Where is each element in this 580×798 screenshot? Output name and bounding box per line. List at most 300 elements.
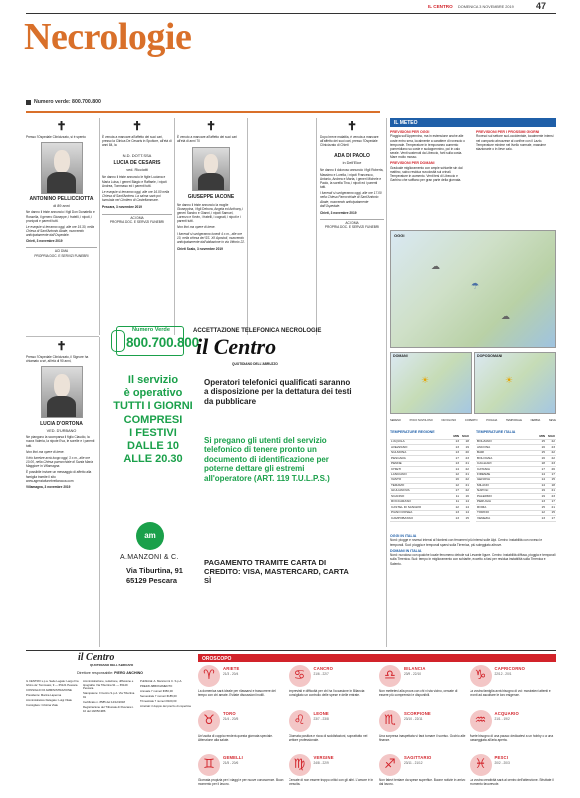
max-header: MAX (546, 434, 556, 439)
header-date: DOMENICA 3 NOVEMBRE 2019 (458, 4, 514, 9)
max-temp: 14 (460, 505, 470, 510)
min-temp: 11 (450, 499, 460, 504)
forecast-heading: PREVISIONI PER OGGI (390, 130, 430, 134)
min-temp: 13 (536, 516, 546, 521)
sign-name: LEONE (313, 710, 329, 716)
city-name: TORINO (476, 510, 536, 515)
zodiac-icon: ♊ (198, 754, 220, 776)
min-temp: 13 (450, 516, 460, 521)
forecast-heading: DOMANI IN ITALIA (390, 548, 422, 553)
min-header: MIN (536, 434, 546, 439)
colophon-line: Arretrati: il doppio del prezzo di copertina (140, 704, 191, 709)
sign-dates: 23/11 - 21/12 (404, 761, 423, 766)
max-temp: 14 (460, 499, 470, 504)
max-temp: 15 (460, 516, 470, 521)
director-name: PIERO ANCHINO (114, 671, 143, 675)
city-name: PIANO ROSEA (390, 510, 450, 515)
max-temp: 22 (546, 456, 556, 461)
sign-name: SAGITTARIO (404, 755, 432, 761)
city-name: SCANNO (390, 494, 450, 499)
sign-name: BILANCIA (404, 666, 426, 671)
min-temp: 14 (536, 483, 546, 488)
max-header: MAX (460, 434, 470, 439)
min-temp: 14 (450, 467, 460, 472)
min-temp: 12 (450, 505, 460, 510)
sign-forecast: La vostra creatività sarà al centro dell'attenzione. Sfruttate il momento favorevole. (469, 778, 554, 787)
title-rule (26, 111, 380, 113)
min-temp: 12 (536, 510, 546, 515)
min-header: MIN (450, 434, 460, 439)
city-name: PALERMO (476, 494, 536, 499)
sign-dates: 24/8 - 22/9 (313, 761, 329, 766)
notice-announcement: Ne danno il triste annuncio i figli Don Donatello e Rossella, il genero Giuseppe, i fratelli, i nipoti, i pronipoti e parenti tutti. (26, 210, 95, 223)
deceased-photo (41, 366, 83, 418)
green-number-text: Numero verde: 800.700.800 (34, 99, 101, 105)
column-divider (316, 118, 317, 335)
zodiac-icon: ♈ (198, 665, 220, 687)
horoscope-sign (379, 664, 466, 707)
min-temp: 16 (536, 456, 546, 461)
temperature-table-region (390, 430, 470, 522)
deceased-name: LUCIA D'ORTONA (40, 421, 83, 428)
green-number-label: Numero Verde (132, 327, 170, 333)
table-title: TEMPERATURE ITALIA (476, 430, 516, 434)
forecast-body: Pioggia sull'Appennino, ma in estensione anche alle coste entro sera, localmente a carattere di rovescio o temporale. Temperature in temporaneo aumento pomeridiano su coste e sudappennino, poi in calo serale. Venti sostenuti da Libeccio, forti sulla costa. Mare molto mosso. (390, 134, 465, 160)
horoscope-sign (289, 709, 376, 752)
city-name: L'AQUILA (390, 439, 450, 444)
city-name: CHIETI (390, 467, 450, 472)
legend-item: NEVE (548, 419, 556, 423)
page-header (0, 0, 580, 14)
legend-item: TEMPORALE (505, 419, 522, 423)
legend-item: NEBBIA (530, 419, 541, 423)
min-temp: 14 (536, 472, 546, 477)
colophon-line: Presidente: Marina Lapenna (26, 692, 62, 697)
max-temp: 21 (460, 461, 470, 466)
max-temp: 15 (546, 478, 556, 483)
colophon-line: IL CENTRO s.p.a. Sede Legale: Largo Fra Ghino de' Tommassi, 9 — 65121 Pescara (26, 679, 79, 687)
city-name: PESCARA (390, 456, 450, 461)
map-label: DOMANI (393, 354, 408, 358)
zodiac-icon: ♋ (289, 665, 311, 687)
min-temp: 18 (536, 461, 546, 466)
cross-icon: ✝ (205, 119, 217, 133)
city-name: NAPOLI (476, 489, 536, 494)
max-temp: 20 (460, 450, 470, 455)
cross-icon: ✝ (56, 339, 67, 353)
director-line (26, 671, 194, 675)
service-line: COMPRESI (123, 413, 183, 426)
weather-legend (390, 416, 556, 426)
notice-announcement: Ne danno il triste annuncio la moglie Giuseppina, i figli Debora, Angela ed Anthony, i generi Sandro e Gianni, i nipoti Samuel, Lorenzo e Kevin, i fratelli, i cognati, i nipoti e i parenti tutti. (177, 202, 244, 224)
horoscope-sign (379, 753, 466, 796)
sign-dates: 23/9 - 22/10 (404, 672, 422, 676)
notice-intro: Dopo breve malattia, è venuta a mancare all'affetto dei suoi cari, presso l'Ospedale Clinicizzato di Chieti (320, 135, 379, 148)
notice-place-date: Villamagna, 3 novembre 2019 (26, 484, 71, 489)
row-divider (26, 336, 99, 337)
city-name: ROCCARASO (390, 499, 450, 504)
city-name: PERUGIA (476, 499, 536, 504)
table-row (390, 516, 470, 521)
forecast-text-today (390, 130, 470, 183)
notice-announcement: Ne danno il triste annuncio le figlie Luciana e Maria Luisa, i generi Biagio e Raffaele, i nipoti Andrea, Tommaso ed i parenti tutti. (102, 175, 167, 188)
sign-forecast: Imprevisti e difficoltà per chi ha l'occasione in Bilancia: consigliato un controllo delle spese e delle entrate. (288, 689, 366, 698)
max-temp: 22 (460, 489, 470, 494)
weather-map-after-tomorrow (474, 352, 556, 414)
cloud-icon: ☁ (501, 311, 510, 321)
sign-forecast: Non mettetevi alla prova con chi vi sta vicino, cercate di essere più comprensivi e disponibili. (379, 689, 458, 698)
forecast-body: Nord: piogge e rovesci intensi al Nordest con fenomeni più intensi sulle Alpi. Centro: instabilità con rovesci e temporali. Sud: pioggia e temporali sparsi sulla Tirrenica, più soleggiato altrove. (390, 538, 543, 547)
cross-icon: ✝ (131, 119, 143, 133)
sign-dates: 22/12 - 20/1 (494, 672, 512, 676)
sun-icon: ☀ (505, 375, 514, 385)
map-label: OGGI (394, 233, 405, 238)
sign-name: PESCI (494, 755, 509, 761)
notice-extra: Non fiori ma opere di bene. (26, 449, 65, 454)
colophon-line: PREZZI ABBONAMENTO (140, 684, 173, 689)
city-name: FIRENZE (476, 472, 536, 477)
min-temp: 13 (450, 450, 460, 455)
obituary-notice (102, 120, 172, 224)
notice-funeral: Il trio funebre avrà luogo oggi, 3 c.m., alle ore 10.00, nella Chiesa parrocchiale di Santa Maria Maggiore in Villamagna. (26, 455, 93, 469)
deceased-name: LUCIA DE CESARIS (113, 160, 161, 167)
max-temp: 21 (546, 505, 556, 510)
deceased-title: N.D. DOTT.SSA (122, 153, 152, 159)
min-temp: 16 (450, 478, 460, 483)
payment-info: PAGAMENTO TRAMITE CARTA DI CREDITO: VISA, MASTERCARD, CARTA SÌ (204, 558, 349, 586)
obituary-notice (26, 120, 97, 258)
forecast-body: Rovesci sul settore sud-occidentale, localmente intensi nel comparto abruzzese al confine con il Lazio. Temperature minime nel livello normale, massime stazionarie o in lieve calo. (476, 134, 554, 151)
service-line: ALLE 20.30 (123, 453, 183, 466)
zodiac-icon: ♎ (379, 665, 401, 687)
notice-funeral: I funerali si svolgeranno lunedì 4 c.m., alle ore 10, nella chiesa dei SS. XII Apostoli, muovendo anticipatamente dall'abitazione in via Vittorio 22. (177, 231, 245, 244)
notice-place-date: Pescara, 3 novembre 2019 (102, 205, 142, 210)
min-temp: 12 (450, 483, 460, 488)
max-temp: 19 (460, 445, 470, 450)
obituary-notice (26, 340, 97, 489)
legend-item: COPERTO (464, 419, 478, 423)
cloud-icon: ☁ (431, 261, 440, 271)
zodiac-icon: ♓ (470, 754, 492, 776)
horoscope-sign (470, 664, 557, 707)
city-name: CATANIA (476, 467, 536, 472)
sign-dates: 23/10 - 22/11 (404, 716, 423, 721)
min-temp: 11 (450, 494, 460, 499)
sign-name: ARIETE (223, 666, 240, 671)
max-temp: 23 (460, 456, 470, 461)
notice-intro: Presso l'Ospedale Clinicizzato, il Signore ha chiamato a sé, all'età di 90 anni, (26, 355, 89, 364)
header-paper-name: IL CENTRO (428, 4, 453, 9)
horoscope-sign (470, 753, 557, 796)
city-name: BOLZANO (476, 439, 536, 444)
zodiac-icon: ♑ (470, 665, 492, 687)
id-instructions: Si pregano gli utenti del servizio telefonico di tenere pronto un documento di identificazione per poterne dettare gli estremi all'operatore (ART. 119 T.U.L.P.S.) (204, 436, 330, 483)
notice-funeral: I funerali si svolgeranno oggi, alle ore 17.00 nella Chiesa Parrocchiale di Sant'Antonio Abate, muovendo anticipatamente dall'Ospedale. (320, 191, 382, 208)
deceased-name: GIUSEPPE IACONE (187, 194, 235, 201)
sign-forecast: La domenica sarà ideale per rilassarsi e trascorrere del tempo con chi amate. Evitate discussioni inutili. (198, 689, 276, 698)
forecast-heading: PREVISIONI PER I PROSSIMI GIORNI (476, 130, 540, 134)
zodiac-icon: ♉ (198, 710, 220, 732)
city-name: VASTO (390, 478, 450, 483)
forecast-text-next (476, 130, 556, 151)
colophon-line: Trimestrale 7 numeri €100,00 (140, 699, 177, 704)
column-divider (99, 118, 100, 335)
max-temp: 23 (546, 494, 556, 499)
notice-intro: È venuta a mancare all'affetto dei suoi cari, presso la Clinica De Cesaris in Spoltore, all'età di anni 84, la (102, 135, 172, 148)
sign-forecast: Giornata propizia per i viaggi e per nuove conoscenze. Buon momento per il lavoro. (198, 778, 284, 787)
sign-forecast: Non fatevi tentare da spese superflue. Buone notizie in arrivo dal lavoro. (379, 778, 466, 787)
min-temp: 15 (536, 439, 546, 444)
colophon-line: Annuale 7 numeri €350,00 (140, 689, 173, 694)
max-temp: 26 (546, 467, 556, 472)
horoscope-sign (198, 664, 285, 707)
horoscope-sign (198, 709, 285, 752)
horoscope-sign (289, 664, 376, 707)
city-name: VENEZIA (476, 516, 536, 521)
header-page-number: 47 (536, 1, 547, 11)
city-name: MILANO (476, 483, 536, 488)
sign-forecast: La vostra famiglia avrà bisogno di voi: mostratevi attenti e pronti ad ascoltare le loro esigenze. (469, 689, 551, 698)
colophon-line: Certificato n. 8585 del 14/12/2018 (83, 699, 125, 704)
phone-icon (26, 100, 31, 105)
max-temp: 17 (546, 516, 556, 521)
masthead-subtitle: QUOTIDIANO DELL'ABRUZZO (90, 663, 134, 667)
city-name: PENNE (390, 461, 450, 466)
ad-logo: il Centro (196, 334, 277, 359)
city-name: BARI (476, 450, 536, 455)
deceased-photo (192, 147, 230, 191)
sign-forecast: Cercate di non essere troppo critici con gli altri. L'amore è in crescita. (288, 778, 374, 787)
table-row (476, 516, 556, 521)
city-name: SULMONA (390, 450, 450, 455)
max-temp: 22 (546, 439, 556, 444)
green-number-bar (26, 98, 556, 108)
sign-name: CAPRICORNO (494, 666, 526, 671)
colophon-line: Stampatore: Il Centro S.p.A. Via Tiburtina 91 (83, 691, 135, 699)
deceased-subtitle: ved. Ricciotti (126, 167, 148, 172)
service-line: Il servizio (127, 374, 179, 386)
deceased-subtitle: VED. D'URBANO (46, 428, 77, 433)
max-temp: 22 (460, 478, 470, 483)
director-label: Direttore responsabile: (77, 671, 114, 675)
notice-announcement: Ne danno il doloroso annuncio i figli Roberta, Massimo e Lorella, i nipoti Francesco, Antonio, Andrea e Marta, i generi Michele e Paolo, la sorella Tina, i nipoti ed i parenti tutti. (320, 168, 384, 190)
forecast-body: Nord: nuvoloso con qualche locale fenomeno debole sul Levante ligure. Centro: instabilità diffusa, pioggia e temporali sulla Tirrenica. Sud: tempo in miglioramento con schiarite, eccetto a fasi per residua instabilità sulla Tirrenica e Salento. (390, 553, 556, 566)
zodiac-icon: ♏ (379, 710, 401, 732)
min-temp: 15 (536, 450, 546, 455)
header-rule (26, 13, 556, 14)
service-line: è operativo (123, 387, 183, 400)
colophon-line: Amministratore Delegato: Luigi Vitale (26, 697, 72, 702)
max-temp: 15 (546, 510, 556, 515)
section-title: Necrologie (24, 16, 192, 58)
company-city: 65129 Pescara (126, 576, 177, 585)
green-number-value: 800.700.800 (126, 335, 199, 350)
colophon-line: CONSIGLIO DI AMMINISTRAZIONE (26, 687, 72, 692)
sign-name: CANCRO (313, 666, 334, 671)
horoscope-sign (198, 753, 285, 796)
colophon-line: Amministrazione, redazione, diffusione e tipografia: Via Tiburtina 91 — 65129 Pescara (83, 679, 134, 691)
sign-forecast: Un'uscita di coppia renderà questa giornata speciale. Attenzione alla salute. (198, 733, 273, 742)
min-temp: 17 (450, 456, 460, 461)
agency-name: ACI DMA (26, 247, 97, 253)
city-name: GIULIANOVA (390, 489, 450, 494)
city-name: BOLOGNA (476, 456, 536, 461)
deceased-subtitle: in Dell'Elce (342, 160, 362, 165)
accept-heading: ACCETTAZIONE TELEFONICA NECROLOGIE (193, 328, 322, 334)
horoscope-sign (470, 709, 557, 752)
min-temp: 16 (536, 445, 546, 450)
legend-item: PIOGGIA (486, 419, 498, 423)
sign-dates: 21/5 - 20/6 (223, 761, 239, 766)
service-hours (110, 374, 196, 466)
sign-dates: 21/6 - 22/7 (313, 672, 329, 676)
column-divider (247, 118, 248, 335)
city-name: GENOVA (476, 478, 536, 483)
min-temp: 12 (450, 472, 460, 477)
meteo-title: IL METEO (390, 118, 556, 127)
agency-description: PROPRIA DOC. E SERVIZI FUNEBRI (324, 225, 380, 230)
city-name: LANCIANO (390, 472, 450, 477)
horoscope-title: OROSCOPO (198, 654, 556, 662)
table-title: TEMPERATURE REGIONE (390, 430, 435, 434)
column-divider (174, 118, 175, 335)
city-name: ANCONA (476, 445, 536, 450)
horoscope-sign (379, 709, 466, 752)
column-divider (99, 337, 100, 647)
sign-dates: 21/3 - 20/4 (223, 672, 239, 676)
notice-place-date: Chieti, 3 novembre 2019 (26, 239, 63, 244)
max-temp: 22 (460, 467, 470, 472)
sign-name: VERGINE (313, 755, 334, 761)
min-temp: 17 (450, 489, 460, 494)
city-name: CASTEL DI SANGRO (390, 505, 450, 510)
legend-item: NUVOLOSO (441, 419, 457, 423)
notice-announcement: Ne piangono la scomparsa il figlio Claudio, la nuora Valeria, la nipote Eva, le sorelle e i parenti tutti. (26, 435, 95, 448)
horoscope-sign (289, 753, 376, 796)
italy-forecast (390, 534, 556, 566)
max-temp: 18 (546, 483, 556, 488)
sign-forecast: Una sorpresa inaspettata vi farà tornare il sorriso. Occhio alle finanze. (379, 733, 466, 742)
sign-name: TORO (223, 710, 236, 716)
service-line: DALLE 10 (127, 439, 179, 452)
legend-item: POCO NUVOLOSO (409, 419, 433, 423)
forecast-body: Graduale miglioramento con ampie schiarite sin dal mattino, salvo residua nuvolosità sui crinali. Temperature in aumento. Venti tesi di Libeccio e Garbino che soffiano per gran parte della giornata. (390, 165, 463, 183)
notice-intro: Presso l'Ospedale Clinicizzato, si è spento (26, 135, 86, 139)
service-line: TUTTI I GIORNI (113, 400, 193, 413)
zodiac-icon: ♒ (470, 710, 492, 732)
rain-icon: ☂ (471, 281, 480, 291)
city-name: ROMA (476, 505, 536, 510)
phone-handset-icon (111, 330, 125, 352)
sign-forecast: Avete bisogno di una pausa: dedicatevi a un hobby o a una passeggiata all'aria aperta. (469, 733, 554, 742)
colophon (26, 680, 194, 792)
min-temp: 19 (536, 489, 546, 494)
min-temp: 19 (536, 494, 546, 499)
agency-name: ACI DMA (320, 219, 384, 225)
max-temp: 14 (460, 510, 470, 515)
sign-name: GEMELLI (223, 755, 244, 761)
max-temp: 21 (546, 489, 556, 494)
forecast-heading: OGGI IN ITALIA (390, 534, 417, 538)
max-temp: 17 (546, 499, 556, 504)
company-address: Via Tiburtina, 91 (126, 566, 183, 575)
temperature-table-italy (476, 430, 556, 522)
agency-description: PROPRIA DOC. E SERVIZI FUNEBRI (109, 219, 165, 224)
bottom-rule (26, 650, 556, 651)
notice-intro: È venuto a mancare all'affetto dei suoi cari all'età di anni 70 (177, 135, 237, 144)
cross-icon: ✝ (56, 119, 67, 133)
notice-funeral: Le esequie si terranno oggi, alle ore 16.00 nella Chiesa di Sant'Andrea. La salma sarà poi tumulata nel Cimitero di Castellammare. (102, 189, 170, 203)
notice-place-date: Chieti, 3 novembre 2019 (320, 210, 357, 215)
service-line: I FESTIVI (129, 426, 177, 439)
horoscope-grid (198, 664, 556, 796)
sign-dates: 23/7 - 23/8 (313, 716, 329, 721)
weather-map-tomorrow (390, 352, 472, 414)
max-temp: 17 (546, 472, 556, 477)
meteo-section (390, 118, 556, 647)
ad-logo-subtitle: QUOTIDIANO DELL'ABRUZZO (232, 362, 278, 366)
notice-funeral: Le esequie si terranno oggi, alle ore 15.30, nella Chiesa di Sant'Antonio Abate, muovendo anticipatamente dall'Ospedale. (26, 224, 95, 238)
company-name: A.MANZONI & C. (120, 554, 179, 561)
weather-map-today (390, 230, 556, 348)
notice-extra: Non fiori ma opere di bene. (177, 225, 216, 230)
masthead-logo: il Centro (78, 652, 115, 663)
notice-note: È possibile inviare un messaggio di affetto alla famiglia tramite il sito www.agenziafunebreilarocca.com (26, 470, 92, 483)
max-temp: 23 (546, 461, 556, 466)
deceased-name: ADA DI PAOLO (334, 153, 370, 160)
sign-name: ACQUARIO (494, 710, 519, 716)
map-label: DOPODOMANI (477, 354, 503, 358)
sun-icon: ☀ (421, 375, 430, 385)
notice-place-date: Chieti Scalo, 3 novembre 2019 (177, 246, 223, 251)
obituary-notice (320, 120, 384, 229)
sign-name: SCORPIONE (404, 710, 431, 716)
agency-description: PROPRIA DOC. E SERVIZI FUNEBRI (34, 253, 89, 258)
min-temp: 13 (450, 439, 460, 444)
city-name: CAMPOBASSO (390, 516, 450, 521)
city-name: CAGLIARI (476, 461, 536, 466)
operators-text: Operatori telefonici qualificati saranno a disposizione per la dettatura dei testi da pubblicare (204, 378, 352, 406)
sign-dates: 21/1 - 19/2 (494, 716, 510, 721)
sign-dates: 21/4 - 20/5 (223, 716, 239, 721)
min-temp: 15 (536, 505, 546, 510)
max-temp: 21 (460, 472, 470, 477)
agency-name: ACI DMA (102, 214, 172, 220)
deceased-name: ANTONINO PELLICCIOTTA (29, 196, 94, 203)
legend-item: SERENO (390, 419, 401, 423)
zodiac-icon: ♐ (379, 754, 401, 776)
max-temp: 23 (546, 445, 556, 450)
obituary-notice (177, 120, 245, 251)
min-temp: 13 (450, 461, 460, 466)
max-temp: 16 (460, 494, 470, 499)
city-name: AVEZZANO (390, 445, 450, 450)
column-divider (386, 118, 387, 647)
min-temp: 13 (536, 499, 546, 504)
forecast-heading: PREVISIONI PER DOMANI (390, 161, 435, 166)
min-temp: 14 (536, 478, 546, 483)
colophon-line: Semestrale 7 numeri €185,00 (140, 694, 177, 699)
manzoni-logo-icon: am (136, 522, 164, 550)
deceased-age: di 89 anni (53, 203, 70, 208)
min-temp: 13 (450, 445, 460, 450)
sign-forecast: Giornata positiva e ricca di soddisfazioni, soprattutto nel settore professionale. (288, 733, 368, 742)
min-temp: 13 (450, 510, 460, 515)
max-temp: 18 (460, 439, 470, 444)
max-temp: 22 (546, 450, 556, 455)
min-temp: 17 (536, 467, 546, 472)
sign-dates: 20/2 - 20/3 (494, 761, 510, 766)
